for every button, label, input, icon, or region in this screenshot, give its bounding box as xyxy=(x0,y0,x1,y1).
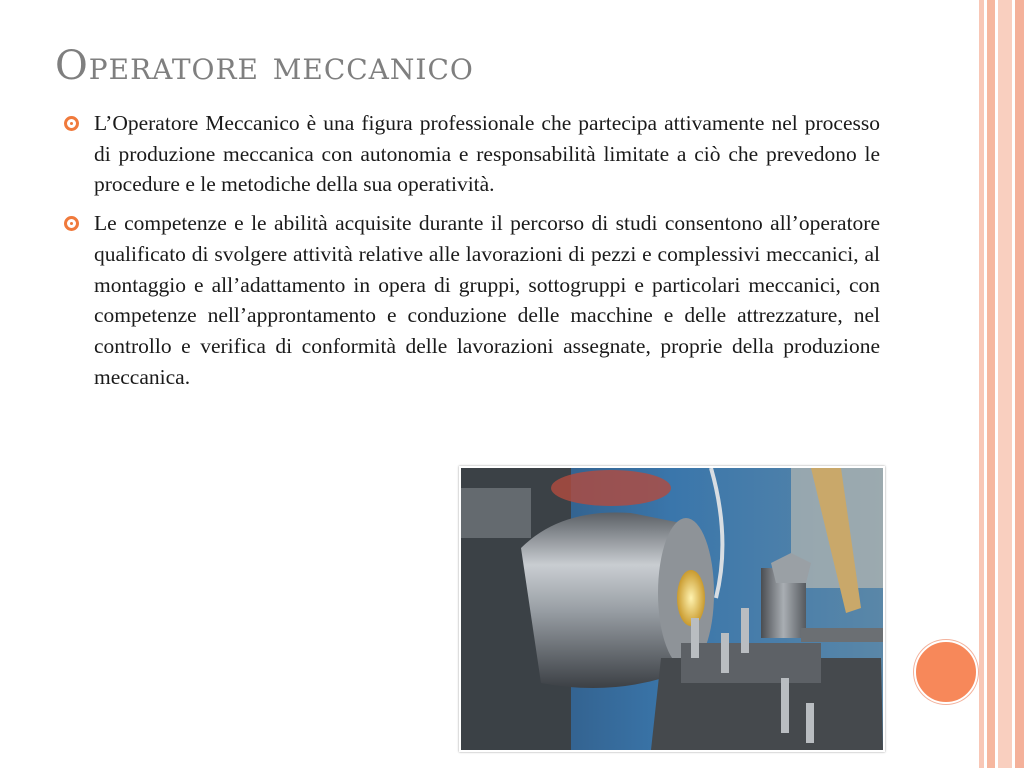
bullet-text: L’Operatore Meccanico è una figura professionale che partecipa attivamente nel processo di produzione meccanica con autonomia e responsabilità limitate a ciò che prevedono le procedure e le metodiche della sua operatività. xyxy=(94,111,880,197)
bullet-circle-icon xyxy=(64,216,79,231)
photo-red-part xyxy=(551,470,671,506)
slide-title: Operatore meccanico xyxy=(55,43,474,89)
bullet-item xyxy=(60,208,880,392)
lathe-illustration xyxy=(461,468,883,750)
lathe-photo xyxy=(459,466,885,752)
photo-workpiece xyxy=(677,570,705,626)
bullet-circle-icon xyxy=(64,116,79,131)
bullet-list xyxy=(60,108,880,400)
bullet-text: Le competenze e le abilità acquisite durante il percorso di studi consentono all’operatore qualificato di svolgere attività relative alle lavorazioni di pezzi e complessivi meccanici, al montaggio e all’adattamento in opera di gruppi, sottogruppi e particolari meccanici, con competenze nell’approntamento e conduzione delle macchine e delle attrezzature, nel controllo e verifica di conformità delle lavorazioni assegnate, proprie della produzione meccanica. xyxy=(94,211,880,389)
decor-circle xyxy=(914,640,978,704)
decor-stripe xyxy=(987,0,995,768)
decor-stripe xyxy=(998,0,1012,768)
photo-machine-part xyxy=(461,488,531,538)
photo-handle xyxy=(801,628,883,642)
decor-stripe xyxy=(1015,0,1024,768)
photo-cross-slide xyxy=(681,643,821,683)
bullet-item xyxy=(60,108,880,200)
